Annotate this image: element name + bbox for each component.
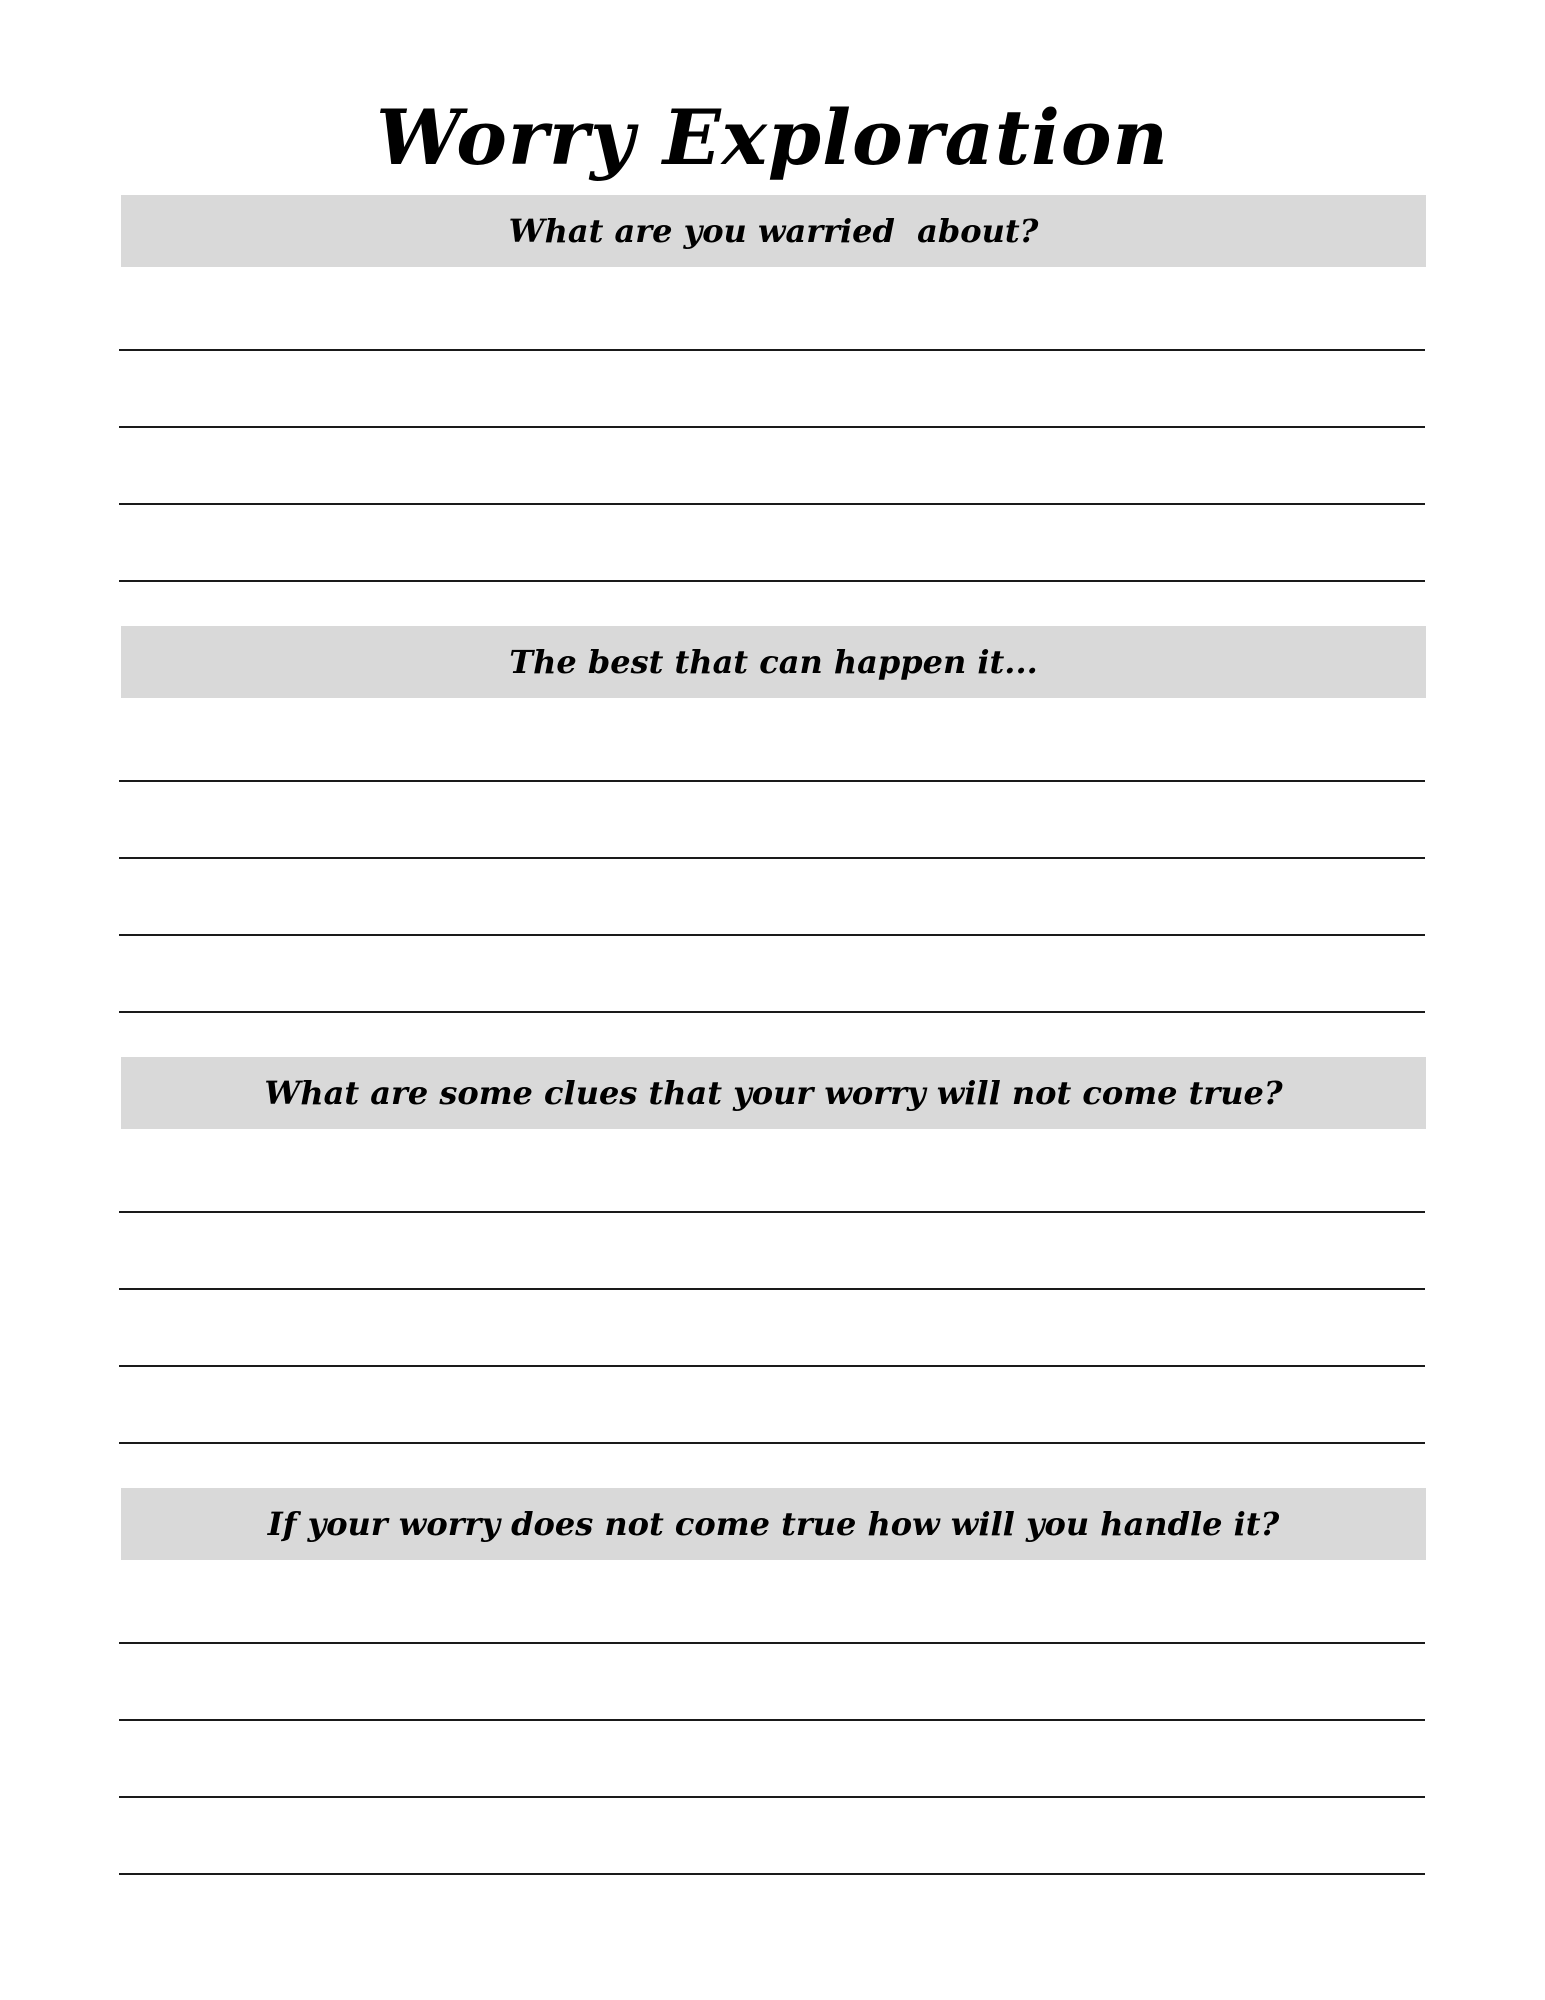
prompt-bar	[121, 195, 1426, 267]
prompt-text: What are some clues that your worry will not come true?	[264, 1074, 1283, 1112]
prompt-text: If your worry does not come true how will you handle it?	[267, 1505, 1280, 1543]
page-title: Worry Exploration	[376, 93, 1169, 182]
writing-line[interactable]	[119, 1642, 1425, 1644]
writing-line[interactable]	[119, 1288, 1425, 1290]
writing-line[interactable]	[119, 1365, 1425, 1367]
prompt-bar	[121, 1057, 1426, 1129]
writing-line[interactable]	[119, 1796, 1425, 1798]
writing-line[interactable]	[119, 780, 1425, 782]
writing-line[interactable]	[119, 1011, 1425, 1013]
writing-line[interactable]	[119, 1442, 1425, 1444]
writing-line[interactable]	[119, 857, 1425, 859]
writing-line[interactable]	[119, 934, 1425, 936]
prompt-bar	[121, 626, 1426, 698]
prompt-bar	[121, 1488, 1426, 1560]
writing-line[interactable]	[119, 1873, 1425, 1875]
writing-line[interactable]	[119, 349, 1425, 351]
writing-line[interactable]	[119, 580, 1425, 582]
writing-line[interactable]	[119, 1211, 1425, 1213]
prompt-text: The best that can happen it...	[509, 643, 1038, 681]
writing-line[interactable]	[119, 503, 1425, 505]
writing-line[interactable]	[119, 426, 1425, 428]
writing-line[interactable]	[119, 1719, 1425, 1721]
prompt-text: What are you warried about?	[508, 212, 1039, 250]
